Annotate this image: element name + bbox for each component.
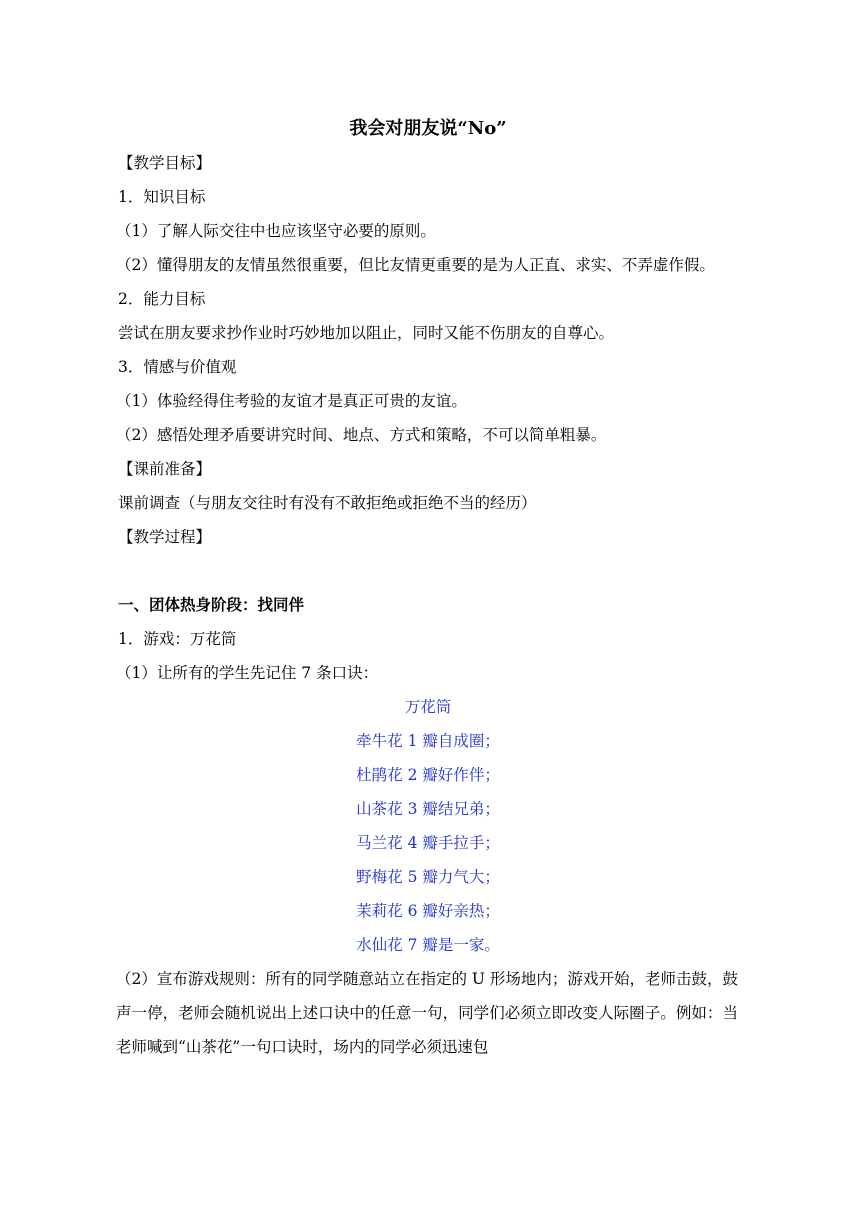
document-title: 我会对朋友说“No” bbox=[349, 118, 507, 139]
poem-line-2: 杜鹃花 2 瓣好作伴； bbox=[356, 766, 500, 784]
objectives-heading: 【教学目标】 bbox=[118, 154, 212, 172]
poem-line-5: 野梅花 5 瓣力气大； bbox=[356, 868, 500, 886]
process-heading: 【教学过程】 bbox=[118, 528, 212, 546]
blank-line bbox=[118, 554, 738, 588]
poem-line-7: 水仙花 7 瓣是一家。 bbox=[356, 936, 500, 954]
poem-line-3: 山茶花 3 瓣结兄弟； bbox=[356, 800, 500, 818]
knowledge-item-1: （1）了解人际交往中也应该坚守必要的原则。 bbox=[116, 222, 436, 240]
section-heading-1: 一、团体热身阶段：找同伴 bbox=[118, 596, 305, 614]
prep-heading: 【课前准备】 bbox=[118, 460, 212, 478]
poem-line-4: 马兰花 4 瓣手拉手； bbox=[356, 834, 500, 852]
poem-line-1: 牵牛花 1 瓣自成圈； bbox=[356, 732, 500, 750]
game-step-2: （2）宣布游戏规则：所有的同学随意站立在指定的 U 形场地内；游戏开始，老师击鼓，鼓声一停，老师会随机说出上述口诀中的任意一句，同学们必须立即改变人际圈子。例如：当老师喊到“山茶花”一句口诀时，场内的同学必须迅速包 bbox=[116, 970, 738, 1056]
poem-line-6: 茉莉花 6 瓣好亲热； bbox=[356, 902, 500, 920]
emotion-item-1: （1）体验经得住考验的友谊才是真正可贵的友谊。 bbox=[116, 392, 467, 410]
knowledge-item-2: （2）懂得朋友的友情虽然很重要，但比友情更重要的是为人正直、求实、不弄虚作假。 bbox=[116, 256, 715, 274]
emotion-heading: 3．情感与价值观 bbox=[118, 358, 237, 376]
game-heading: 1．游戏：万花筒 bbox=[118, 630, 237, 648]
ability-item-1: 尝试在朋友要求抄作业时巧妙地加以阻止，同时又能不伤朋友的自尊心。 bbox=[118, 324, 615, 342]
document-page bbox=[118, 112, 738, 1064]
ability-heading: 2．能力目标 bbox=[118, 290, 206, 308]
prep-item-1: 课前调查（与朋友交往时有没有不敢拒绝或拒绝不当的经历） bbox=[118, 494, 537, 512]
knowledge-heading: 1．知识目标 bbox=[118, 188, 206, 206]
game-step-1: （1）让所有的学生先记住 7 条口诀： bbox=[116, 664, 379, 682]
emotion-item-2: （2）感悟处理矛盾要讲究时间、地点、方式和策略，不可以简单粗暴。 bbox=[116, 426, 607, 444]
poem-title: 万花筒 bbox=[404, 698, 452, 716]
